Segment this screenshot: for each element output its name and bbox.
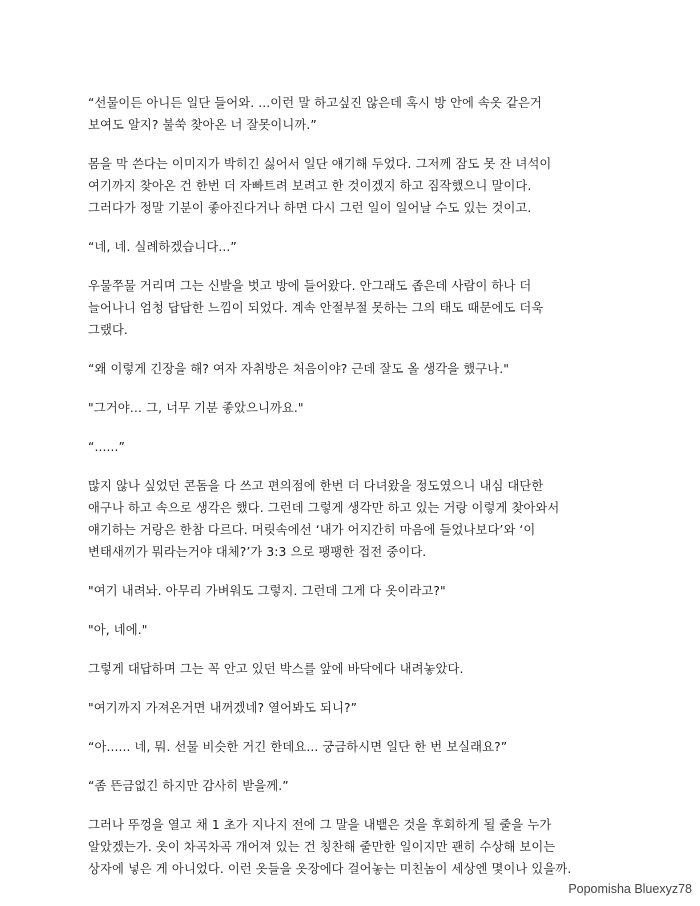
text-line: 보여도 알지? 불쑥 찾아온 너 잘못이니까.” bbox=[88, 118, 317, 132]
paragraph bbox=[88, 697, 644, 719]
text-line: “왜 이렇게 긴장을 해? 여자 자취방은 처음이야? 근데 잘도 올 생각을 했구나." bbox=[88, 362, 509, 376]
text-line: 그렇게 대답하며 그는 꼭 안고 있던 박스를 앞에 바닥에다 내려놓았다. bbox=[88, 662, 464, 676]
text-line: “좀 뜬금없긴 하지만 감사히 받을께.” bbox=[88, 779, 289, 793]
text-line: “네, 네. 실례하겠습니다...” bbox=[88, 240, 237, 254]
text-line: "여기까지 가져온거면 내꺼겠네? 열어봐도 되니?” bbox=[88, 701, 358, 715]
paragraph bbox=[88, 358, 644, 380]
paragraph bbox=[88, 619, 644, 641]
text-line: 얘기하는 거랑은 한참 다르다. 머릿속에선 ‘내가 어지간히 마음에 들었나보다’와 ‘이 bbox=[88, 523, 536, 537]
text-line: 그러나 뚜껑을 열고 채 1 초가 지나지 전에 그 말을 내뱉은 것을 후회하게 될 줄을 누가 bbox=[88, 818, 552, 832]
paragraph bbox=[88, 814, 644, 880]
paragraph bbox=[88, 736, 644, 758]
paragraph bbox=[88, 475, 644, 563]
text-line: 애구나 하고 속으로 생각은 했다. 그런데 그렇게 생각만 하고 있는 거랑 이렇게 찾아와서 bbox=[88, 501, 560, 515]
paragraph bbox=[88, 275, 644, 341]
text-line: 우물쭈물 거리며 그는 신발을 벗고 방에 들어왔다. 안그래도 좁은데 사람이 하나 더 bbox=[88, 279, 532, 293]
document-body bbox=[88, 92, 644, 897]
paragraph bbox=[88, 397, 644, 419]
text-line: 늘어나니 엄청 답답한 느낌이 되었다. 계속 안절부절 못하는 그의 태도 때문에도 더욱 bbox=[88, 301, 544, 315]
paragraph bbox=[88, 580, 644, 602]
text-line: "그거야… 그, 너무 기분 좋았으니까요." bbox=[88, 401, 304, 415]
paragraph bbox=[88, 236, 644, 258]
paragraph bbox=[88, 92, 644, 136]
text-line: "아, 네에." bbox=[88, 623, 148, 637]
text-line: 변태새끼가 뭐라는거야 대체?’가 3:3 으로 팽팽한 접전 중이다. bbox=[88, 545, 427, 559]
text-line: 상자에 넣은 게 아니었다. 이런 옷들을 옷장에다 걸어놓는 미친놈이 세상엔 몇이나 있을까. bbox=[88, 862, 572, 876]
text-line: “선물이든 아니든 일단 들어와. ...이런 말 하고싶진 않은데 혹시 방 안에 속옷 같은거 bbox=[88, 96, 542, 110]
text-line: “아...... 네, 뭐. 선물 비슷한 거긴 한데요... 궁금하시면 일단 한 번 보실래요?” bbox=[88, 740, 508, 754]
paragraph bbox=[88, 436, 644, 458]
text-line: 많지 않나 싶었던 콘돔을 다 쓰고 편의점에 한번 더 다녀왔을 정도였으니 내심 대단한 bbox=[88, 479, 544, 493]
paragraph bbox=[88, 775, 644, 797]
text-line: “......” bbox=[88, 440, 125, 454]
text-line: 몸을 막 쓴다는 이미지가 박히긴 싫어서 일단 얘기해 두었다. 그저께 잠도 못 잔 녀석이 bbox=[88, 157, 552, 171]
text-line: 그랬다. bbox=[88, 323, 128, 337]
paragraph bbox=[88, 658, 644, 680]
text-line: 그러다가 정말 기분이 좋아진다거나 하면 다시 그런 일이 일어날 수도 있는 것이고. bbox=[88, 201, 532, 215]
paragraph bbox=[88, 153, 644, 219]
text-line: 여기까지 찾아온 건 한번 더 자빠트려 보려고 한 것이겠지 하고 짐작했으니 말이다. bbox=[88, 179, 532, 193]
text-line: "여기 내려놔. 아무리 가벼워도 그렇지. 그런데 그게 다 옷이라고?" bbox=[88, 584, 446, 598]
text-line: 알았겠는가. 옷이 차곡차곡 개어져 있는 건 칭찬해 줄만한 일이지만 괜히 수상해 보이는 bbox=[88, 840, 556, 854]
watermark: Popomisha Bluexyz78 bbox=[568, 882, 692, 896]
